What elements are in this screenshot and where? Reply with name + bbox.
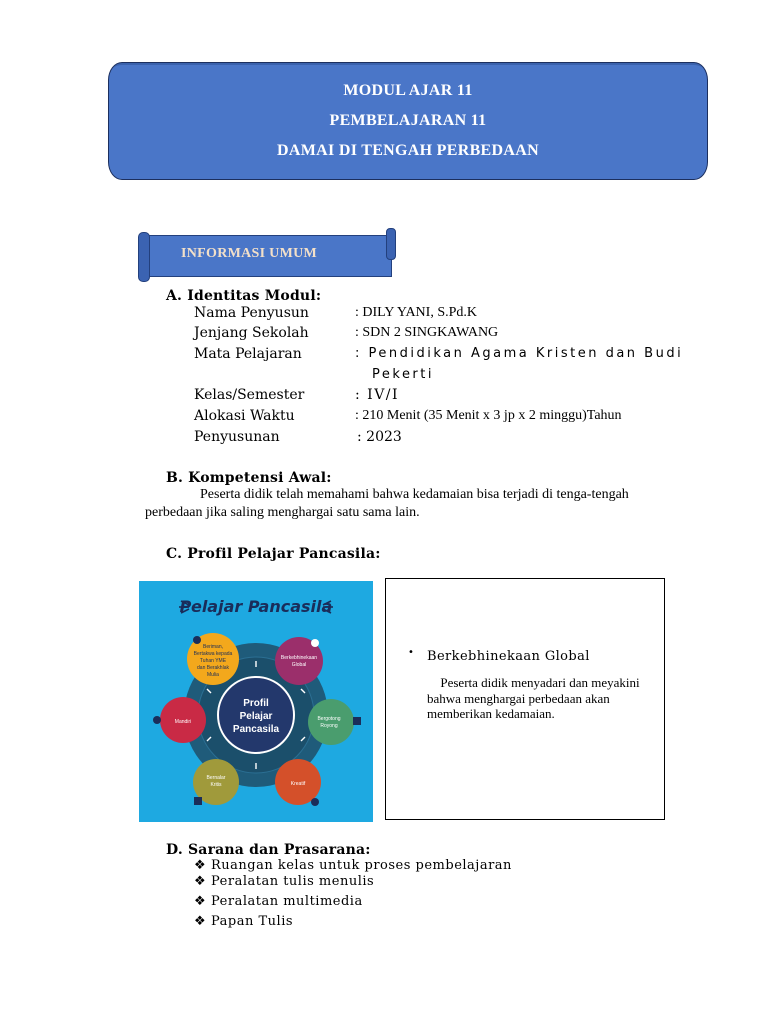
node-global-l2: Global: [291, 662, 307, 668]
node-faith-icon: [193, 636, 201, 644]
node-faith-l3: Tuhan YME: [199, 658, 227, 664]
row-value-class: : IV/I: [355, 387, 400, 403]
node-gotong-icon: [353, 717, 361, 725]
scroll-curl-right: [386, 228, 396, 260]
node-faith-l5: Mulia: [207, 672, 219, 678]
row-value-author: : DILY YANI, S.Pd.K: [355, 305, 478, 320]
node-kritis-l1: Bernalar: [206, 775, 226, 781]
center-label-3: Pancasila: [232, 724, 280, 735]
row-value-school: : SDN 2 SINGKAWANG: [355, 325, 499, 340]
node-kreatif-icon: [311, 798, 319, 806]
theme-title: DAMAI DI TENGAH PERBEDAAN: [277, 142, 539, 159]
lesson-title: PEMBELAJARAN 11: [329, 112, 487, 129]
competency-line-2: perbedaan jika saling menghargai satu sama lain.: [145, 505, 420, 520]
row-label-subject: Mata Pelajaran: [194, 346, 302, 362]
node-global-icon: [311, 639, 319, 647]
section-d-heading: D. Sarana dan Prasarana:: [166, 842, 371, 858]
row-label-year: Penyusunan: [194, 429, 280, 445]
scroll-curl-left: [138, 232, 150, 282]
section-b-heading: B. Kompetensi Awal:: [166, 470, 332, 486]
center-label-1: Profil: [243, 698, 269, 709]
list-item-text: Peralatan tulis menulis: [211, 874, 375, 889]
scroll-label-text: INFORMASI UMUM: [181, 246, 318, 261]
node-mandiri-l1: Mandiri: [174, 719, 192, 725]
row-value-subject-cont: Pekerti: [372, 367, 434, 382]
node-kreatif-l1: Kreatif: [290, 781, 306, 787]
node-gotong-l2: Royong: [320, 723, 338, 729]
section-a-heading: A. Identitas Modul:: [166, 288, 322, 304]
diamond-bullet-icon: ❖: [194, 894, 207, 909]
node-gotong: [308, 699, 354, 745]
node-kritis-icon: [194, 797, 202, 805]
competency-line-1: Peserta didik telah memahami bahwa kedamaian bisa terjadi di tenga-tengah: [200, 487, 629, 502]
box-title: Berkebhinekaan Global: [427, 649, 590, 664]
list-item-text: Papan Tulis: [211, 914, 294, 929]
list-item: [194, 874, 374, 889]
box-bullet-icon: •: [408, 647, 414, 658]
node-global-l1: Berkebhinekaan: [280, 655, 318, 661]
diamond-bullet-icon: ❖: [194, 858, 207, 873]
diamond-bullet-icon: ❖: [194, 914, 207, 929]
section-c-heading: C. Profil Pelajar Pancasila:: [166, 546, 381, 562]
diamond-bullet-icon: ❖: [194, 874, 207, 889]
list-item: [194, 894, 363, 909]
title-banner: [108, 62, 708, 180]
node-faith-l1: Beriman,: [202, 644, 224, 650]
node-faith-l2: Bertakwa kepada: [193, 651, 233, 657]
row-label-author: Nama Penyusun: [194, 305, 309, 321]
list-item-text: Ruangan kelas untuk proses pembelajaran: [211, 858, 512, 873]
section-scroll-label: [143, 235, 392, 277]
row-value-subject: : Pendidikan Agama Kristen dan Budi: [355, 346, 684, 361]
diagram-title: Pelajar Pancasila: [179, 597, 333, 616]
list-item-text: Peralatan multimedia: [211, 894, 363, 909]
pancasila-profile-image: [139, 581, 373, 822]
row-value-year: : 2023: [357, 429, 402, 445]
list-item: [194, 858, 512, 873]
node-gotong-l1: Bergotong: [317, 716, 341, 722]
node-faith-l4: dan Berakhlak: [197, 665, 229, 671]
pancasila-diagram: [139, 581, 373, 822]
row-label-school: Jenjang Sekolah: [194, 325, 309, 341]
node-kritis-l2: Kritis: [210, 782, 222, 788]
node-mandiri-icon: [153, 716, 161, 724]
row-value-time: : 210 Menit (35 Menit x 3 jp x 2 minggu)Tahun: [355, 408, 622, 423]
box-description: Peserta didik menyadari dan meyakini bahwa menghargai perbedaan akan memberikan kedamaian.: [427, 675, 627, 721]
module-title: MODUL AJAR 11: [343, 82, 473, 99]
row-label-time: Alokasi Waktu: [194, 408, 295, 424]
row-label-class: Kelas/Semester: [194, 387, 305, 403]
list-item: [194, 914, 293, 929]
center-label-2: Pelajar: [239, 711, 273, 722]
profile-description-box: [385, 578, 665, 820]
